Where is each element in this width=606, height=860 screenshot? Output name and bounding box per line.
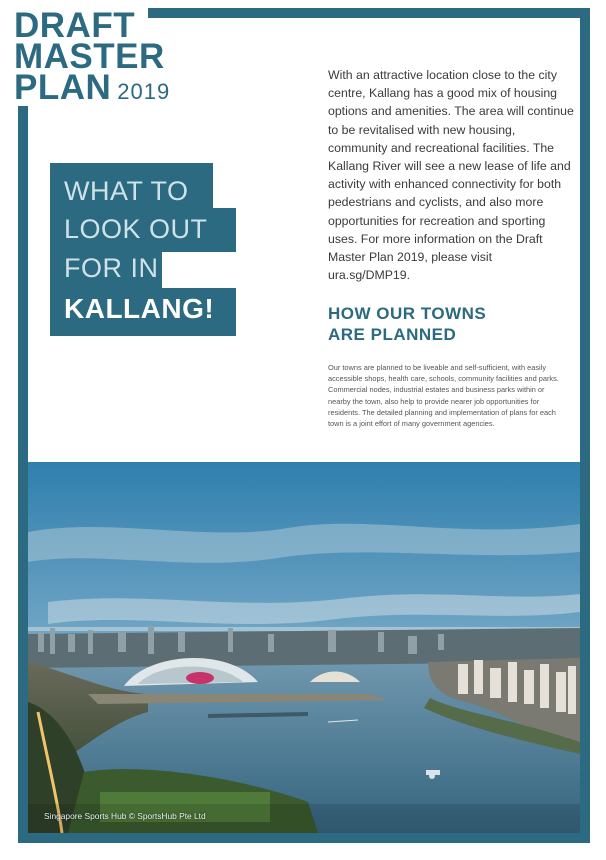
section-body: Our towns are planned to be liveable and self-sufficient, with easily accessible shops, health care, schools, community facilities and parks. Commercial nodes, industrial estates and business parks within or nearby the town, also help to provide nearer job opportunities for residents. The detailed planning and implementation of plans for each town is a joint effort of many government agencies. xyxy=(328,363,559,429)
frame-right-bar xyxy=(580,8,590,843)
section-heading-line-2: ARE PLANNED xyxy=(328,325,457,344)
intro-paragraph: With an attractive location close to the city centre, Kallang has a good mix of housing options and amenities. The area will continue to be revitalised with new housing, community and recreational facilities. The Kallang River will see a new lease of life and activity with enhanced connectivity for both pedestrians and cyclists, and also more opportunities for recreation and sporting uses. For more information on the Draft Master Plan 2019, please visit ura.sg/DMP19. xyxy=(328,68,574,283)
brand-plan-word: PLAN xyxy=(14,68,112,107)
section-heading xyxy=(328,303,568,345)
photo-caption: Singapore Sports Hub © SportsHub Pte Ltd xyxy=(44,811,206,821)
callout-box xyxy=(50,163,236,336)
callout-line-3: FOR IN xyxy=(64,253,159,283)
frame-top-bar xyxy=(148,8,590,18)
brand-year: 2019 xyxy=(117,79,171,104)
callout-line-2: LOOK OUT xyxy=(64,214,208,244)
callout-line-4: KALLANG! xyxy=(64,293,215,324)
brand-logo xyxy=(14,6,171,107)
brand-line-master: MASTER xyxy=(14,37,165,76)
brand-line-plan xyxy=(14,68,171,107)
brand-line-draft: DRAFT xyxy=(14,6,136,45)
frame-left-bar xyxy=(18,106,28,843)
callout-line-1: WHAT TO xyxy=(64,176,189,206)
cityscape-photo xyxy=(28,462,580,833)
section-heading-line-1: HOW OUR TOWNS xyxy=(328,304,487,323)
frame-bottom-bar xyxy=(18,833,590,843)
